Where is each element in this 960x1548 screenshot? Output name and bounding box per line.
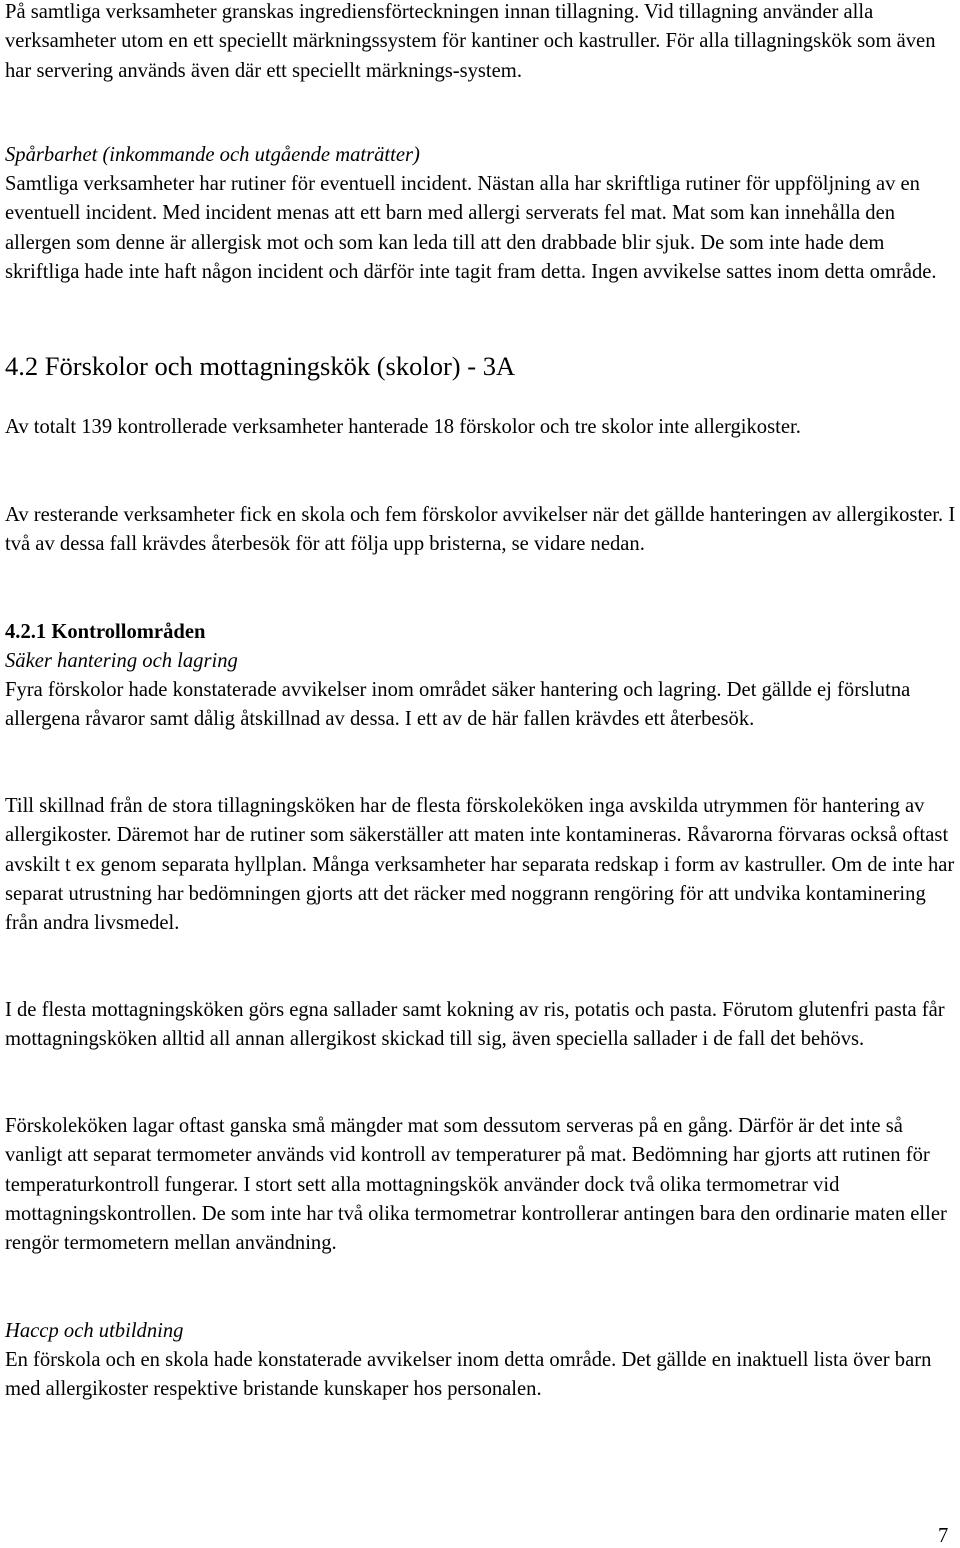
section-heading-saker-hantering: Säker hantering och lagring (5, 650, 238, 672)
intro-paragraph: På samtliga verksamheter granskas ingrediensförteckningen innan tillagning. Vid tillagning använder alla verksamheter utom en ett speciellt märkningssystem för kantiner och kastruller. För alla tillagningskök som även har servering används även där ett speciellt märknings-system. (5, 1, 936, 82)
paragraph-till-skillnad: Till skillnad från de stora tillagningsköken har de flesta förskoleköken inga avskilda utrymmen för hantering av allergikoster. Däremot har de rutiner som säkerställer att maten inte kontamineras. Råvarorna förvaras också oftast avskilt t ex genom separata hyllplan. Många verksamheter har separata redskap i form av kastruller. Om de inte har separat utrustning har bedömningen gjorts att det räcker med noggrann rengöring för att undvika kontaminering från andra livsmedel. (5, 795, 955, 935)
subsection-title-4-2-1: 4.2.1 Kontrollområden (5, 621, 206, 643)
page-number: 7 (938, 1525, 949, 1547)
paragraph-totalt: Av totalt 139 kontrollerade verksamheter hanterade 18 förskolor och tre skolor inte allergikoster. (5, 416, 801, 438)
section-heading-haccp: Haccp och utbildning (5, 1320, 184, 1342)
paragraph-fyra-forskolor: Fyra förskolor hade konstaterade avvikelser inom området säker hantering och lagring. Det gällde ej förslutna allergena råvaror samt dålig åtskillnad av dessa. I ett av de här fallen krävdes ett återbesök. (5, 679, 911, 731)
paragraph-haccp: En förskola och en skola hade konstaterade avvikelser inom detta område. Det gällde en inaktuell lista över barn med allergikoster respektive bristande kunskaper hos personalen. (5, 1349, 932, 1401)
section-title-4-2: 4.2 Förskolor och mottagningskök (skolor) - 3A (5, 351, 516, 381)
paragraph-resterande: Av resterande verksamheter fick en skola och fem förskolor avvikelser när det gällde hanteringen av allergikoster. I två av dessa fall krävdes återbesök för att följa upp bristerna, se vidare nedan. (5, 504, 956, 556)
paragraph-forskolekoken: Förskoleköken lagar oftast ganska små mängder mat som dessutom serveras på en gång. Därför är det inte så vanligt att separat termometer används vid kontroll av temperaturer på mat. Bedömning har gjorts att rutinen för temperaturkontroll fungerar. I stort sett alla mottagningskök använder dock två olika termometrar vid mottagningskontrollen. De som inte har två olika termometrar kontrollerar antingen bara den ordinarie maten eller rengör termometern mellan användning. (5, 1115, 947, 1255)
sparbarhet-paragraph: Samtliga verksamheter har rutiner för eventuell incident. Nästan alla har skriftliga rutiner för uppföljning av en eventuell incident. Med incident menas att ett barn med allergi serverats fel mat. Mat som kan innehålla den allergen som denne är allergisk mot och som kan leda till att den drabbade blir sjuk. De som inte hade dem skriftliga hade inte haft någon incident och därför inte tagit fram detta. Ingen avvikelse sattes inom detta område. (5, 173, 937, 283)
section-heading-sparbarhet: Spårbarhet (inkommande och utgående maträtter) (5, 144, 420, 166)
paragraph-mottagningskoken: I de flesta mottagningsköken görs egna sallader samt kokning av ris, potatis och pasta. Förutom glutenfri pasta får mottagningsköken alltid all annan allergikost skickad till sig, även speciella sallader i de fall det behövs. (5, 999, 945, 1051)
